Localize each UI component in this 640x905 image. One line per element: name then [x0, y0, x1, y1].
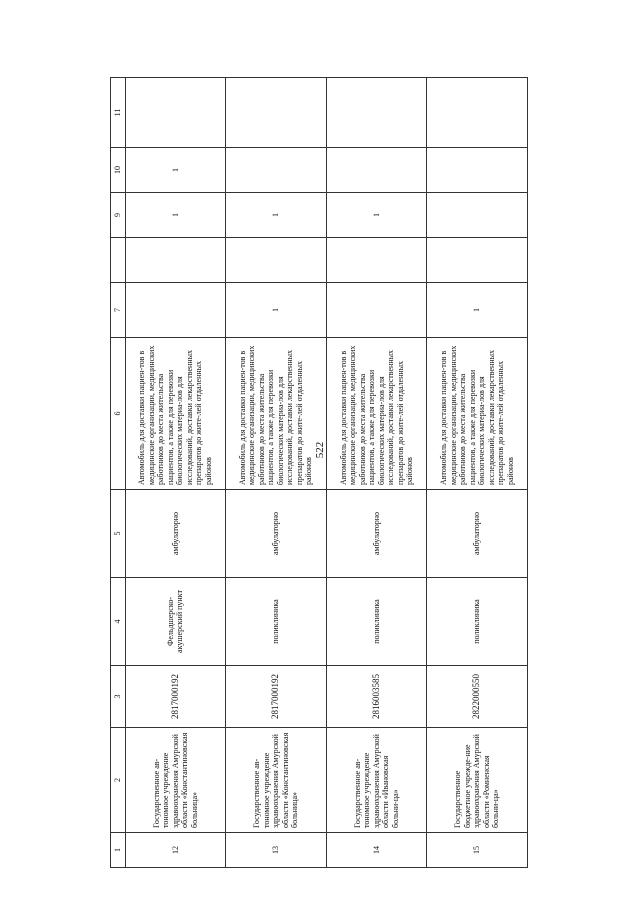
org-code: 2817000192 [226, 666, 327, 728]
care-mode: амбулаторно [326, 490, 427, 578]
cell-col11 [125, 78, 226, 148]
cell-col10 [226, 148, 327, 193]
cell-col7: 1 [226, 283, 327, 338]
row-number: 15 [427, 833, 528, 868]
unit-type: поликлиника [326, 578, 427, 666]
cell-col7 [125, 283, 226, 338]
col-header: 7 [111, 283, 126, 338]
vehicle-description: Автомобиль для доставки пациен-тов в медицинские организации, медицинских работников до места жительства пациентов, а также для перевозки биологических материа-лов для исследований, доставки лекарственных препаратов до жите-лей отдаленных районов [427, 338, 528, 490]
cell-col9: 1 [226, 193, 327, 238]
table-row [427, 78, 528, 868]
col-header: 1 [111, 833, 126, 868]
rotated-table-container [110, 78, 528, 868]
cell-col8 [125, 238, 226, 283]
col-header: 3 [111, 666, 126, 728]
cell-col9: 1 [326, 193, 427, 238]
organization-name: Государственное ав-тономное учреждение здравоохранения Амурской области «Константиновская больница» [125, 728, 226, 833]
row-number: 14 [326, 833, 427, 868]
col-header: 4 [111, 578, 126, 666]
unit-type: Фельдшерско-акушерский пункт [125, 578, 226, 666]
vehicle-description: Автомобиль для доставки пациен-тов в медицинские организации, медицинских работников до места жительства пациентов, а также для перевозки биологических материа-лов для исследований, доставки лекарственных препаратов до жите-лей отдаленных районов [326, 338, 427, 490]
care-mode: амбулаторно [125, 490, 226, 578]
equipment-table [110, 77, 528, 868]
cell-col9: 1 [125, 193, 226, 238]
care-mode: амбулаторно [226, 490, 327, 578]
cell-col10 [326, 148, 427, 193]
cell-col8 [326, 238, 427, 283]
cell-col11 [427, 78, 528, 148]
unit-type: поликлиника [427, 578, 528, 666]
org-code: 2816003585 [326, 666, 427, 728]
org-code: 2817000192 [125, 666, 226, 728]
col-header: 6 [111, 338, 126, 490]
col-header: 11 [111, 78, 126, 148]
organization-name: Государственное ав-тономное учреждение здравоохранения Амурской области «Константиновская больница» [226, 728, 327, 833]
col-header: 5 [111, 490, 126, 578]
organization-name: Государственное ав-тономное учреждение здравоохранения Амурской области «Ивановская больни-ца» [326, 728, 427, 833]
care-mode: амбулаторно [427, 490, 528, 578]
header-row [111, 78, 126, 868]
table-row [226, 78, 327, 868]
table-row [125, 78, 226, 868]
cell-col8 [427, 238, 528, 283]
vehicle-description: Автомобиль для доставки пациен-тов в медицинские организации, медицинских работников до места жительства пациентов, а также для перевозки биологических материа-лов для исследований, доставки лекарственных препаратов до жите-лей отдаленных районов [125, 338, 226, 490]
vehicle-description: Автомобиль для доставки пациен-тов в медицинские организации, медицинских работников до места жительства пациентов, а также для перевозки биологических материа-лов для исследований, доставки лекарственных препаратов до жите-лей отдаленных районов [226, 338, 327, 490]
row-number: 12 [125, 833, 226, 868]
col-header: 9 [111, 193, 126, 238]
cell-col7: 1 [427, 283, 528, 338]
cell-col11 [326, 78, 427, 148]
table-row [326, 78, 427, 868]
cell-col9 [427, 193, 528, 238]
cell-col11 [226, 78, 327, 148]
org-code: 2822000550 [427, 666, 528, 728]
cell-col10: 1 [125, 148, 226, 193]
cell-col7 [326, 283, 427, 338]
unit-type: поликлиника [226, 578, 327, 666]
col-header [111, 238, 126, 283]
row-number: 13 [226, 833, 327, 868]
col-header: 10 [111, 148, 126, 193]
cell-col8 [226, 238, 327, 283]
organization-name: Государственное бюджетное учрежде-ние здравоохранения Амурской области «Ромненская больни-ца» [427, 728, 528, 833]
page-number: 522 [314, 441, 326, 459]
cell-col10 [427, 148, 528, 193]
col-header: 2 [111, 728, 126, 833]
